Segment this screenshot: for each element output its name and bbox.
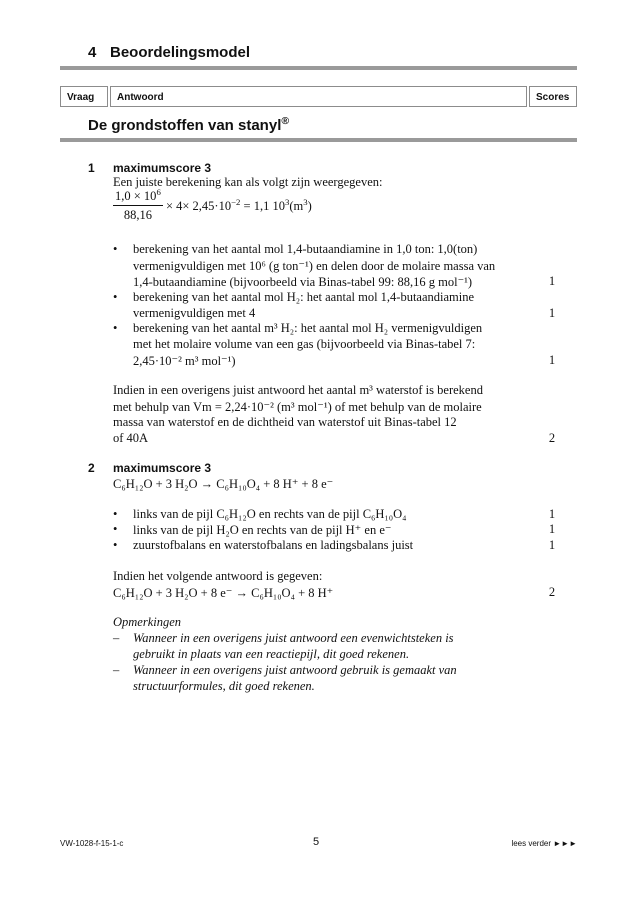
bullet-marker: • xyxy=(113,321,118,335)
calc-rest: × $4\times 2,45\cdot 10^{-2} = 1,1$ $10^3(m^3)$ xyxy=(162,196,312,213)
section-number: 4 xyxy=(88,44,97,61)
q1-bullet-2-line-1: berekening van het aantal mol H₂: het aantal mol 1,4-butaandiamine xyxy=(133,290,475,304)
q1-bullet-1-line-1: berekening van het aantal mol 1,4-butaandiamine in 1,0 ton: 1,0(ton) xyxy=(133,242,478,256)
column-scores: Scores xyxy=(529,86,577,107)
fraction-denominator: 88,16 xyxy=(123,208,152,222)
q2-equation: C₆H₁₂O + 3 H₂O → C₆H₁₀O₄ + 8 H⁺ + 8 e⁻ xyxy=(113,477,334,491)
section-title: Beoordelingsmodel xyxy=(110,44,251,61)
top-divider xyxy=(60,66,577,70)
remarks-title: Opmerkingen xyxy=(113,615,182,629)
q2-maxscore: maximumscore 3 xyxy=(113,461,212,475)
q1-note-line-3: massa van waterstof en de dichtheid van waterstof uit Binas-tabel 12 xyxy=(113,415,457,429)
footer-code: VW-1028-f-15-1-c xyxy=(60,839,124,848)
q1-bullet-3-line-2: met het molaire volume van een gas (bijvoorbeeld via Binas-tabel 7: xyxy=(133,337,476,351)
q1-note-score: 2 xyxy=(548,431,556,445)
remark-1-line-2: gebruikt in plaats van een reactiepijl, dit goed rekenen. xyxy=(133,647,410,661)
q1-maxscore: maximumscore 3 xyxy=(113,161,212,175)
q2-bullet-3: zuurstofbalans en waterstofbalans en ladingsbalans juist xyxy=(133,538,414,552)
q2-alt-equation: C₆H₁₂O + 3 H₂O + 8 e⁻ → C₆H₁₀O₄ + 8 H⁺ xyxy=(113,586,334,600)
page-number: 5 xyxy=(313,836,320,848)
q2-bullet-2: links van de pijl H₂O en rechts van de pijl H⁺ en e⁻ xyxy=(133,523,392,537)
q2-bullet-1-score: 1 xyxy=(548,507,556,521)
q1-intro: Een juiste berekening kan als volgt zijn weergegeven: xyxy=(113,175,383,189)
q1-bullet-2-line-2: vermenigvuldigen met 4 xyxy=(133,306,256,320)
bullet-marker: • xyxy=(113,522,118,536)
q1-number: 1 xyxy=(88,161,95,175)
bullet-marker: • xyxy=(113,290,118,304)
bullet-marker: • xyxy=(113,507,118,521)
q1-bullet-1-line-2: vermenigvuldigen met 10⁶ (g ton⁻¹) en delen door de molaire massa van xyxy=(133,259,496,273)
column-antwoord: Antwoord xyxy=(110,86,527,107)
q1-note-line-2: met behulp van Vm = 2,24·10⁻² (m³ mol⁻¹) of met behulp van de molaire xyxy=(113,400,482,414)
remark-2-line-2: structuurformules, dit goed rekenen. xyxy=(133,679,315,693)
bullet-marker: • xyxy=(113,538,118,552)
q1-note-line-1: Indien in een overigens juist antwoord het aantal m³ waterstof is berekend xyxy=(113,383,483,397)
q1-bullet-3-score: 1 xyxy=(548,353,556,367)
dash-marker: – xyxy=(113,631,120,645)
bullet-marker: • xyxy=(113,242,118,256)
column-vraag: Vraag xyxy=(60,86,108,107)
remark-2-line-1: Wanneer in een overigens juist antwoord gebruik is gemaakt van xyxy=(133,663,457,677)
topic-title-text: De grondstoffen van stanyl xyxy=(88,117,282,134)
remark-1-line-1: Wanneer in een overigens juist antwoord een evenwichtsteken is xyxy=(133,631,454,645)
q2-bullet-3-score: 1 xyxy=(548,538,556,552)
q1-bullet-1-line-3: 1,4-butaandiamine (bijvoorbeeld via Binas-tabel 99: 88,16 g mol⁻¹) xyxy=(133,275,473,289)
q2-number: 2 xyxy=(88,461,95,475)
q2-bullet-2-score: 1 xyxy=(548,522,556,536)
topic-title xyxy=(88,117,289,134)
q2-bullet-1: links van de pijl C₆H₁₂O en rechts van de pijl C₆H₁₀O₄ xyxy=(133,507,407,521)
q1-bullet-3-line-1: berekening van het aantal m³ H₂: het aantal mol H₂ vermenigvuldigen xyxy=(133,321,483,335)
fraction-numerator: $1,0 \times 10^6$ xyxy=(113,189,163,206)
q1-bullet-1-score: 1 xyxy=(548,274,556,288)
q2-alt-score: 2 xyxy=(548,585,556,599)
q1-calculation xyxy=(113,186,312,223)
q2-alt-intro: Indien het volgende antwoord is gegeven: xyxy=(113,569,323,583)
dash-marker: – xyxy=(113,663,120,677)
section-header xyxy=(88,44,250,61)
q1-bullet-2-score: 1 xyxy=(548,306,556,320)
registered-mark: ® xyxy=(281,115,290,127)
q1-bullet-3-line-3: 2,45·10⁻² m³ mol⁻¹) xyxy=(133,354,236,368)
title-divider xyxy=(60,138,577,142)
q1-note-line-4: of 40A xyxy=(113,431,149,445)
next-page-link[interactable]: lees verder ►►► xyxy=(511,839,577,848)
